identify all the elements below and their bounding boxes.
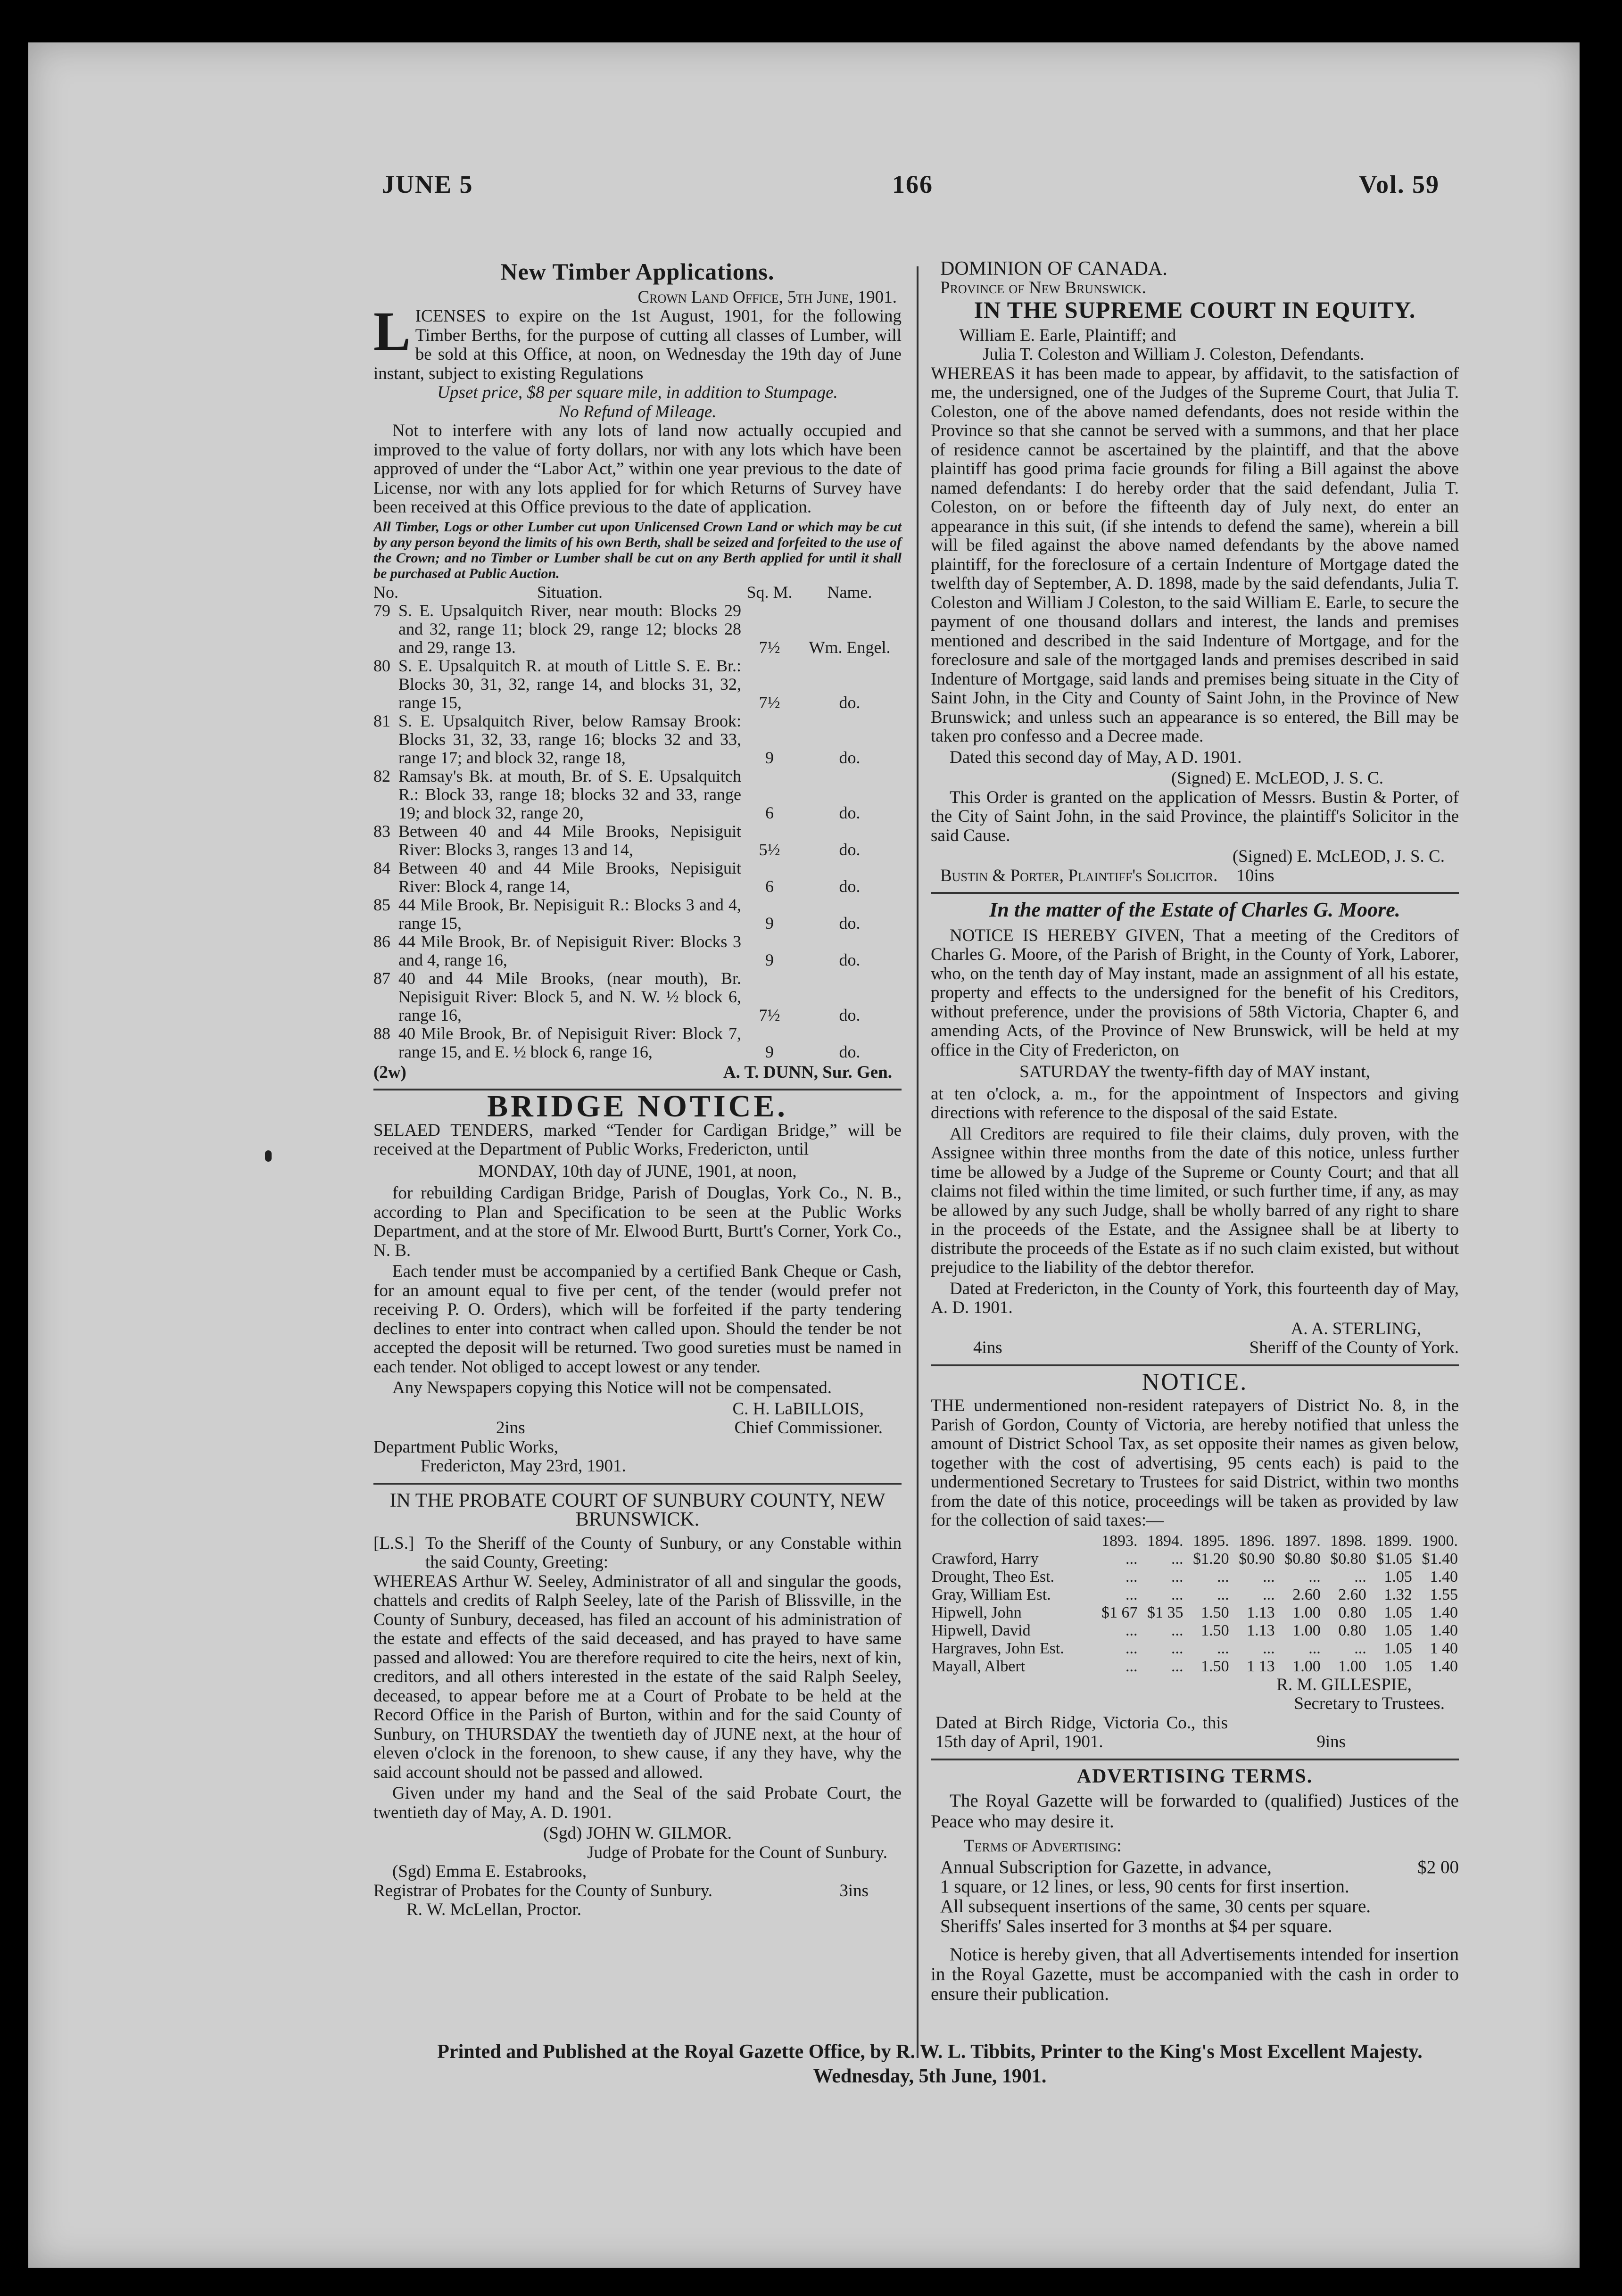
column-divider bbox=[917, 266, 919, 2058]
bridge-dept: Department Public Works, bbox=[373, 1437, 558, 1457]
moore-date: SATURDAY the twenty-fifth day of MAY instant, bbox=[1019, 1062, 1370, 1082]
probate-to: To the Sheriff of the County of Sunbury, or any Constable within the said County, Greeting: bbox=[425, 1534, 902, 1572]
timber-intro: ICENSES to expire on the 1st August, 1901, for the following Timber Berths, for the purpose of cutting all classes of Lumber, will be sold at this Office, at noon, on Wednesday the 19th day of June instant, subject to existing Regulations bbox=[373, 307, 902, 383]
equity-signed-1: (Signed) E. McLEOD, J. S. C. bbox=[1171, 768, 1383, 788]
notice-body: THE undermentioned non-resident ratepayers of District No. 8, in the Parish of Gordon, County of Victoria, are hereby notified that unless the amount of District School Tax, as set opposite their names as given below, together with the cost of advertising, 95 cents each) is paid to the undermentioned Secretary to Trustees for said District, within two months from the date of this notice, proceedings will be taken as provided by law for the collection of said taxes:— bbox=[931, 1396, 1459, 1530]
equity-parties-2: Julia T. Coleston and William J. Coleston, Defendants. bbox=[983, 345, 1365, 364]
table-row: Mayall, Albert ... ... 1.50 1 13 1.00 1.00 1.05 1.40 bbox=[932, 1657, 1458, 1675]
moore-p1: NOTICE IS HEREBY GIVEN, That a meeting of the Creditors of Charles G. Moore, of the Parish of Bright, in the County of York, Laborer, who, on the tenth day of May instant, made an assignment of all his estate, property and effects to the undersigned for the benefit of his Creditors, without preference, under the provisions of 58th Victoria, Chapter 6, and amending Acts, of the Province of New Brunswick, will be held at my office in the City of Fredericton, on bbox=[931, 925, 1459, 1060]
table-row: 84 Between 40 and 44 Mile Brooks, Nepisiguit River: Block 4, range 14, 6 do. bbox=[373, 858, 861, 896]
header-page-number: 166 bbox=[892, 170, 933, 198]
advertising-terms-label: Terms of Advertising: bbox=[964, 1836, 1122, 1856]
bridge-place-date: Fredericton, May 23rd, 1901. bbox=[421, 1456, 626, 1476]
advertising-annual-price: $2 00 bbox=[1417, 1857, 1459, 1877]
notice-insertions: 9ins bbox=[1316, 1732, 1346, 1751]
equity-insertions: 10ins bbox=[1236, 866, 1274, 885]
advertising-section bbox=[931, 1767, 1459, 2005]
col-header-situation: Situation. bbox=[537, 582, 603, 602]
table-row: 85 44 Mile Brook, Br. Nepisiguit R.: Blocks 3 and 4, range 15, 9 do. bbox=[373, 895, 861, 933]
equity-parties-1: William E. Earle, Plaintiff; and bbox=[959, 325, 1176, 345]
probate-judge: Judge of Probate for the Count of Sunbury. bbox=[587, 1842, 887, 1862]
table-row: 86 44 Mile Brook, Br. of Nepisiguit River: Blocks 3 and 4, range 16, 9 do. bbox=[373, 932, 861, 969]
ink-mark bbox=[265, 1150, 272, 1162]
equity-order: This Order is granted on the application of Messrs. Bustin & Porter, of the City of Saint John, in the said Province, the plaintiff's Solicitor in the said Cause. bbox=[931, 787, 1459, 845]
tax-header-row: 1893. 1894. 1895. 1896. 1897. 1898. 1899. 1900. bbox=[1101, 1532, 1458, 1550]
table-row: Crawford, Harry ... ... $1.20 $0.90 $0.80 $0.80 $1.05 $1.40 bbox=[932, 1550, 1458, 1568]
advertising-line-2: All subsequent insertions of the same, 30 cents per square. bbox=[940, 1896, 1371, 1916]
moore-sig-title: Sheriff of the County of York. bbox=[1249, 1338, 1459, 1357]
table-row: Hargraves, John Est. ... ... ... ... ... ... 1.05 1 40 bbox=[932, 1639, 1458, 1657]
header-volume: Vol. 59 bbox=[1359, 170, 1440, 198]
moore-p3: All Creditors are required to file their claims, duly proven, with the Assignee within three months from the date of this notice, unless further time be allowed by a Judge of the Supreme or County Court; and that all claims not filed within the time limited, or such further time, if any, as may be allowed by any such Judge, shall be wholly barred of any right to share in the proceeds of the Estate, and the Assignee shall be at liberty to distribute the proceeds of the Estate as if no such claim existed, but without prejudice to the liability of the debtor therefor. bbox=[931, 1124, 1459, 1277]
bridge-title: BRIDGE NOTICE. bbox=[487, 1089, 788, 1123]
notice-section bbox=[931, 1368, 1459, 1752]
col-header-sq: Sq. M. bbox=[746, 582, 793, 602]
moore-p2: at ten o'clock, a. m., for the appointment of Inspectors and giving directions with reference to the disposal of the said Estate. bbox=[931, 1084, 1459, 1123]
section-rule bbox=[931, 892, 1459, 894]
table-row: Drought, Theo Est. ... ... ... ... ... ... 1.05 1.40 bbox=[932, 1568, 1458, 1586]
table-row: 80 S. E. Upsalquitch R. at mouth of Little S. E. Br.: Blocks 30, 31, 32, range 14, and blocks 31, 32, range 15, 7½ do. bbox=[373, 656, 861, 712]
probate-section bbox=[373, 1491, 902, 1920]
bridge-section bbox=[373, 1089, 902, 1476]
col-header-no: No. bbox=[373, 582, 398, 602]
tax-table bbox=[931, 1532, 1459, 1676]
equity-body: WHEREAS it has been made to appear, by affidavit, to the satisfaction of me, the undersigned, one of the Judges of the Supreme Court, that Julia T. Coleston, one of the above named defendants, does not reside within the Province so that she cannot be served with a summons, and that her place of residence cannot be ascertained by the plaintiff, and that the above plaintiff has good prima facie grounds for filing a Bill against the above named defendants: I do hereby order that the said defendant, Julia T. Coleston, on or before the fifteenth day of July next, do enter an appearance in this suit, (if she intends to defend the same), wherein a bill will be filed against the above named defendants by the above named plaintiff, for the foreclosure of a certain Indenture of Mortgage dated the twelfth day of September, A. D. 1898, made by the said defendants, Julia T. Coleston and William J Coleston, to the said William E. Earle, to secure the payment of one thousand dollars and interest, the lands and premises mentioned and described in the said Indenture of Mortgage, and for the foreclosure and sale of the mortgaged lands and premises described in said Indenture of Mortgage, said lands and premises being situate in the City of Saint John, in the City and County of Saint John, in the Province of New Brunswick; and unless such an appearance is so entered, the Bill may be taken pro confesso and a Decree made. bbox=[931, 363, 1459, 746]
moore-sig-name: A. A. STERLING, bbox=[1291, 1319, 1421, 1338]
timber-table bbox=[373, 583, 902, 1061]
table-row: 81 S. E. Upsalquitch River, below Ramsay Brook: Blocks 31, 32, 33, range 16; blocks 32 and 33, range 17; and block 32, range 18, 9 do. bbox=[373, 711, 861, 767]
timber-paragraph: Not to interfere with any lots of land now actually occupied and improved to the value of forty dollars, nor with any lots which have been approved of under the “Labor Act,” within one year previous to the date of License, nor with any lots applied for for which Returns of Survey have been received at this Office previous to the date of application. bbox=[373, 421, 902, 517]
bridge-insertions: 2ins bbox=[496, 1418, 525, 1437]
footer-imprint bbox=[340, 2040, 1519, 2089]
probate-sgd1: (Sgd) JOHN W. GILMOR. bbox=[543, 1824, 732, 1843]
moore-insertions: 4ins bbox=[973, 1338, 1002, 1357]
equity-title: IN THE SUPREME COURT IN EQUITY. bbox=[974, 297, 1416, 323]
notice-sig-title: Secretary to Trustees. bbox=[1294, 1694, 1445, 1713]
table-row: 88 40 Mile Brook, Br. of Nepisiguit River: Block 7, range 15, and E. ½ block 6, range 16, 9 do. bbox=[373, 1024, 861, 1061]
probate-registrar: Registrar of Probates for the County of Sunbury. bbox=[373, 1881, 712, 1900]
bridge-p4: Any Newspapers copying this Notice will not be compensated. bbox=[392, 1378, 832, 1397]
bridge-p1: SELAED TENDERS, marked “Tender for Cardigan Bridge,” will be received at the Department of Public Works, Fredericton, until bbox=[373, 1120, 902, 1159]
table-row: 83 Between 40 and 44 Mile Brooks, Nepisiguit River: Blocks 3, ranges 13 and 14, 5½ do. bbox=[373, 821, 861, 859]
table-row: 79 S. E. Upsalquitch River, near mouth: Blocks 29 and 32, range 11; block 29, range 12; blocks 28 and 29, range 13. 7½ Wm. Engel. bbox=[373, 601, 891, 657]
probate-proctor: R. W. McLellan, Proctor. bbox=[406, 1900, 581, 1919]
footer-line-1: Printed and Published at the Royal Gazette Office, by R. W. L. Tibbits, Printer to the King's Most Excellent Majesty. bbox=[437, 2041, 1423, 2063]
equity-section bbox=[931, 259, 1459, 885]
advertising-line-3: Sheriffs' Sales inserted for 3 months at $4 per square. bbox=[940, 1916, 1332, 1936]
advertising-title: ADVERTISING TERMS. bbox=[1076, 1765, 1313, 1787]
header-date: JUNE 5 bbox=[382, 170, 473, 198]
equity-signed-2: (Signed) E. McLEOD, J. S. C. bbox=[1232, 847, 1445, 866]
col-header-name: Name. bbox=[827, 582, 872, 602]
timber-warning: All Timber, Logs or other Lumber cut upon Unlicensed Crown Land or which may be cut by any person beyond the limits of his own Berth, shall be seized and forfeited to the use of the Crown; and no Timber or Lumber shall be cut on any Berth applied for until it shall be purchased at Public Auction. bbox=[373, 519, 902, 581]
equity-province: Province of New Brunswick. bbox=[940, 278, 1146, 297]
notice-sig-name: R. M. GILLESPIE, bbox=[1276, 1675, 1412, 1694]
table-row: 82 Ramsay's Bk. at mouth, Br. of S. E. Upsalquitch R.: Block 33, range 18; blocks 32 and 33, range 19; and block 32, range 20, 6 do. bbox=[373, 766, 861, 822]
section-rule bbox=[931, 1364, 1459, 1366]
timber-dateline: Crown Land Office, 5th June, 1901. bbox=[637, 287, 897, 307]
probate-sgd2: (Sgd) Emma E. Estabrooks, bbox=[392, 1862, 587, 1881]
bridge-sig-name: C. H. LaBILLOIS, bbox=[732, 1399, 864, 1419]
moore-p4: Dated at Fredericton, in the County of York, this fourteenth day of May, A. D. 1901. bbox=[931, 1279, 1459, 1317]
advertising-line-1: 1 square, or 12 lines, or less, 90 cents for first insertion. bbox=[940, 1876, 1349, 1897]
probate-seal: [L.S.] bbox=[373, 1534, 414, 1553]
probate-given: Given under my hand and the Seal of the said Probate Court, the twentieth day of May, A. D. 1901. bbox=[373, 1784, 902, 1822]
equity-dated: Dated this second day of May, A D. 1901. bbox=[950, 747, 1242, 767]
footer-line-2: Wednesday, 5th June, 1901. bbox=[813, 2065, 1047, 2087]
timber-insertions: (2w) bbox=[373, 1062, 406, 1082]
timber-dropcap: L bbox=[373, 307, 411, 362]
moore-title: In the matter of the Estate of Charles G. Moore. bbox=[989, 898, 1400, 921]
moore-section bbox=[931, 900, 1459, 1358]
advertising-p2: Notice is hereby given, that all Advertisements intended for insertion in the Royal Gazette, must be accompanied with the cash in order to ensure their publication. bbox=[931, 1944, 1459, 2004]
bridge-p3: Each tender must be accompanied by a certified Bank Cheque or Cash, for an amount equal to five per cent, of the tender (would prefer not receiving P. O. Orders), which will be forfeited if the party tendering declines to enter into contract when called upon. Should the tender be not accepted the deposit will be returned. Two good sureties must be named in each tender. Not obliged to accept lowest or any tender. bbox=[373, 1262, 902, 1377]
equity-solicitor: Bustin & Porter, Plaintiff's Solicitor. bbox=[940, 866, 1218, 885]
timber-upset-price: Upset price, $8 per square mile, in addition to Stumpage. bbox=[437, 383, 838, 402]
table-row: Hipwell, David ... ... 1.50 1.13 1.00 0.80 1.05 1.40 bbox=[932, 1621, 1458, 1639]
probate-body: WHEREAS Arthur W. Seeley, Administrator of all and singular the goods, chattels and credits of Ralph Seeley, late of the Parish of Blissville, in the County of Sunbury, deceased, has filed an account of his administration of the estate and effects of the said deceased, and has prayed to have same passed and allowed: You are therefore required to cite the heirs, next of kin, creditors, and all others interested in the estate of the said Ralph Seeley, deceased, to appear before me at a Court of Probate to be held at the Record Office in the Parish of Burton, within and for the said County of Sunbury, on THURSDAY the twentieth day of JUNE next, at the hour of eleven o'clock in the forenoon, to shew cause, if any they have, why the said account should not be passed and allowed. bbox=[373, 1571, 902, 1782]
notice-dated: Dated at Birch Ridge, Victoria Co., this 15th day of April, 1901. bbox=[935, 1713, 1228, 1751]
probate-title: IN THE PROBATE COURT OF SUNBURY COUNTY, NEW BRUNSWICK. bbox=[389, 1489, 885, 1530]
table-row: Hipwell, John $1 67 $1 35 1.50 1.13 1.00 0.80 1.05 1.40 bbox=[932, 1603, 1458, 1621]
section-rule bbox=[373, 1483, 902, 1485]
timber-no-refund: No Refund of Mileage. bbox=[558, 402, 717, 421]
probate-insertions: 3ins bbox=[839, 1881, 869, 1900]
table-row: Gray, William Est. ... ... ... ... 2.60 2.60 1.32 1.55 bbox=[932, 1586, 1458, 1603]
section-rule bbox=[931, 1759, 1459, 1760]
equity-dominion: DOMINION OF CANADA. bbox=[940, 258, 1167, 280]
newspaper-page bbox=[28, 42, 1580, 2268]
table-row: 87 40 and 44 Mile Brooks, (near mouth), Br. Nepisiguit River: Block 5, and N. W. ½ block 6, range 16, 7½ do. bbox=[373, 968, 861, 1024]
timber-title: New Timber Applications. bbox=[500, 258, 775, 285]
timber-signature: A. T. DUNN, Sur. Gen. bbox=[723, 1062, 892, 1082]
advertising-p1: The Royal Gazette will be forwarded to (qualified) Justices of the Peace who may desire it. bbox=[931, 1791, 1459, 1832]
advertising-annual: Annual Subscription for Gazette, in advance, bbox=[940, 1857, 1272, 1877]
notice-title: NOTICE. bbox=[1142, 1368, 1248, 1396]
timber-section bbox=[373, 258, 902, 1082]
right-column bbox=[931, 259, 1459, 2006]
bridge-sig-title: Chief Commissioner. bbox=[734, 1418, 883, 1437]
bridge-p2: for rebuilding Cardigan Bridge, Parish of Douglas, York Co., N. B., according to Plan and Specification to be seen at the Public Works Department, and at the store of Mr. Elwood Burtt, Burtt's Corner, York Co., N. B. bbox=[373, 1183, 902, 1260]
bridge-date: MONDAY, 10th day of JUNE, 1901, at noon, bbox=[478, 1161, 797, 1181]
left-column bbox=[373, 259, 902, 1920]
